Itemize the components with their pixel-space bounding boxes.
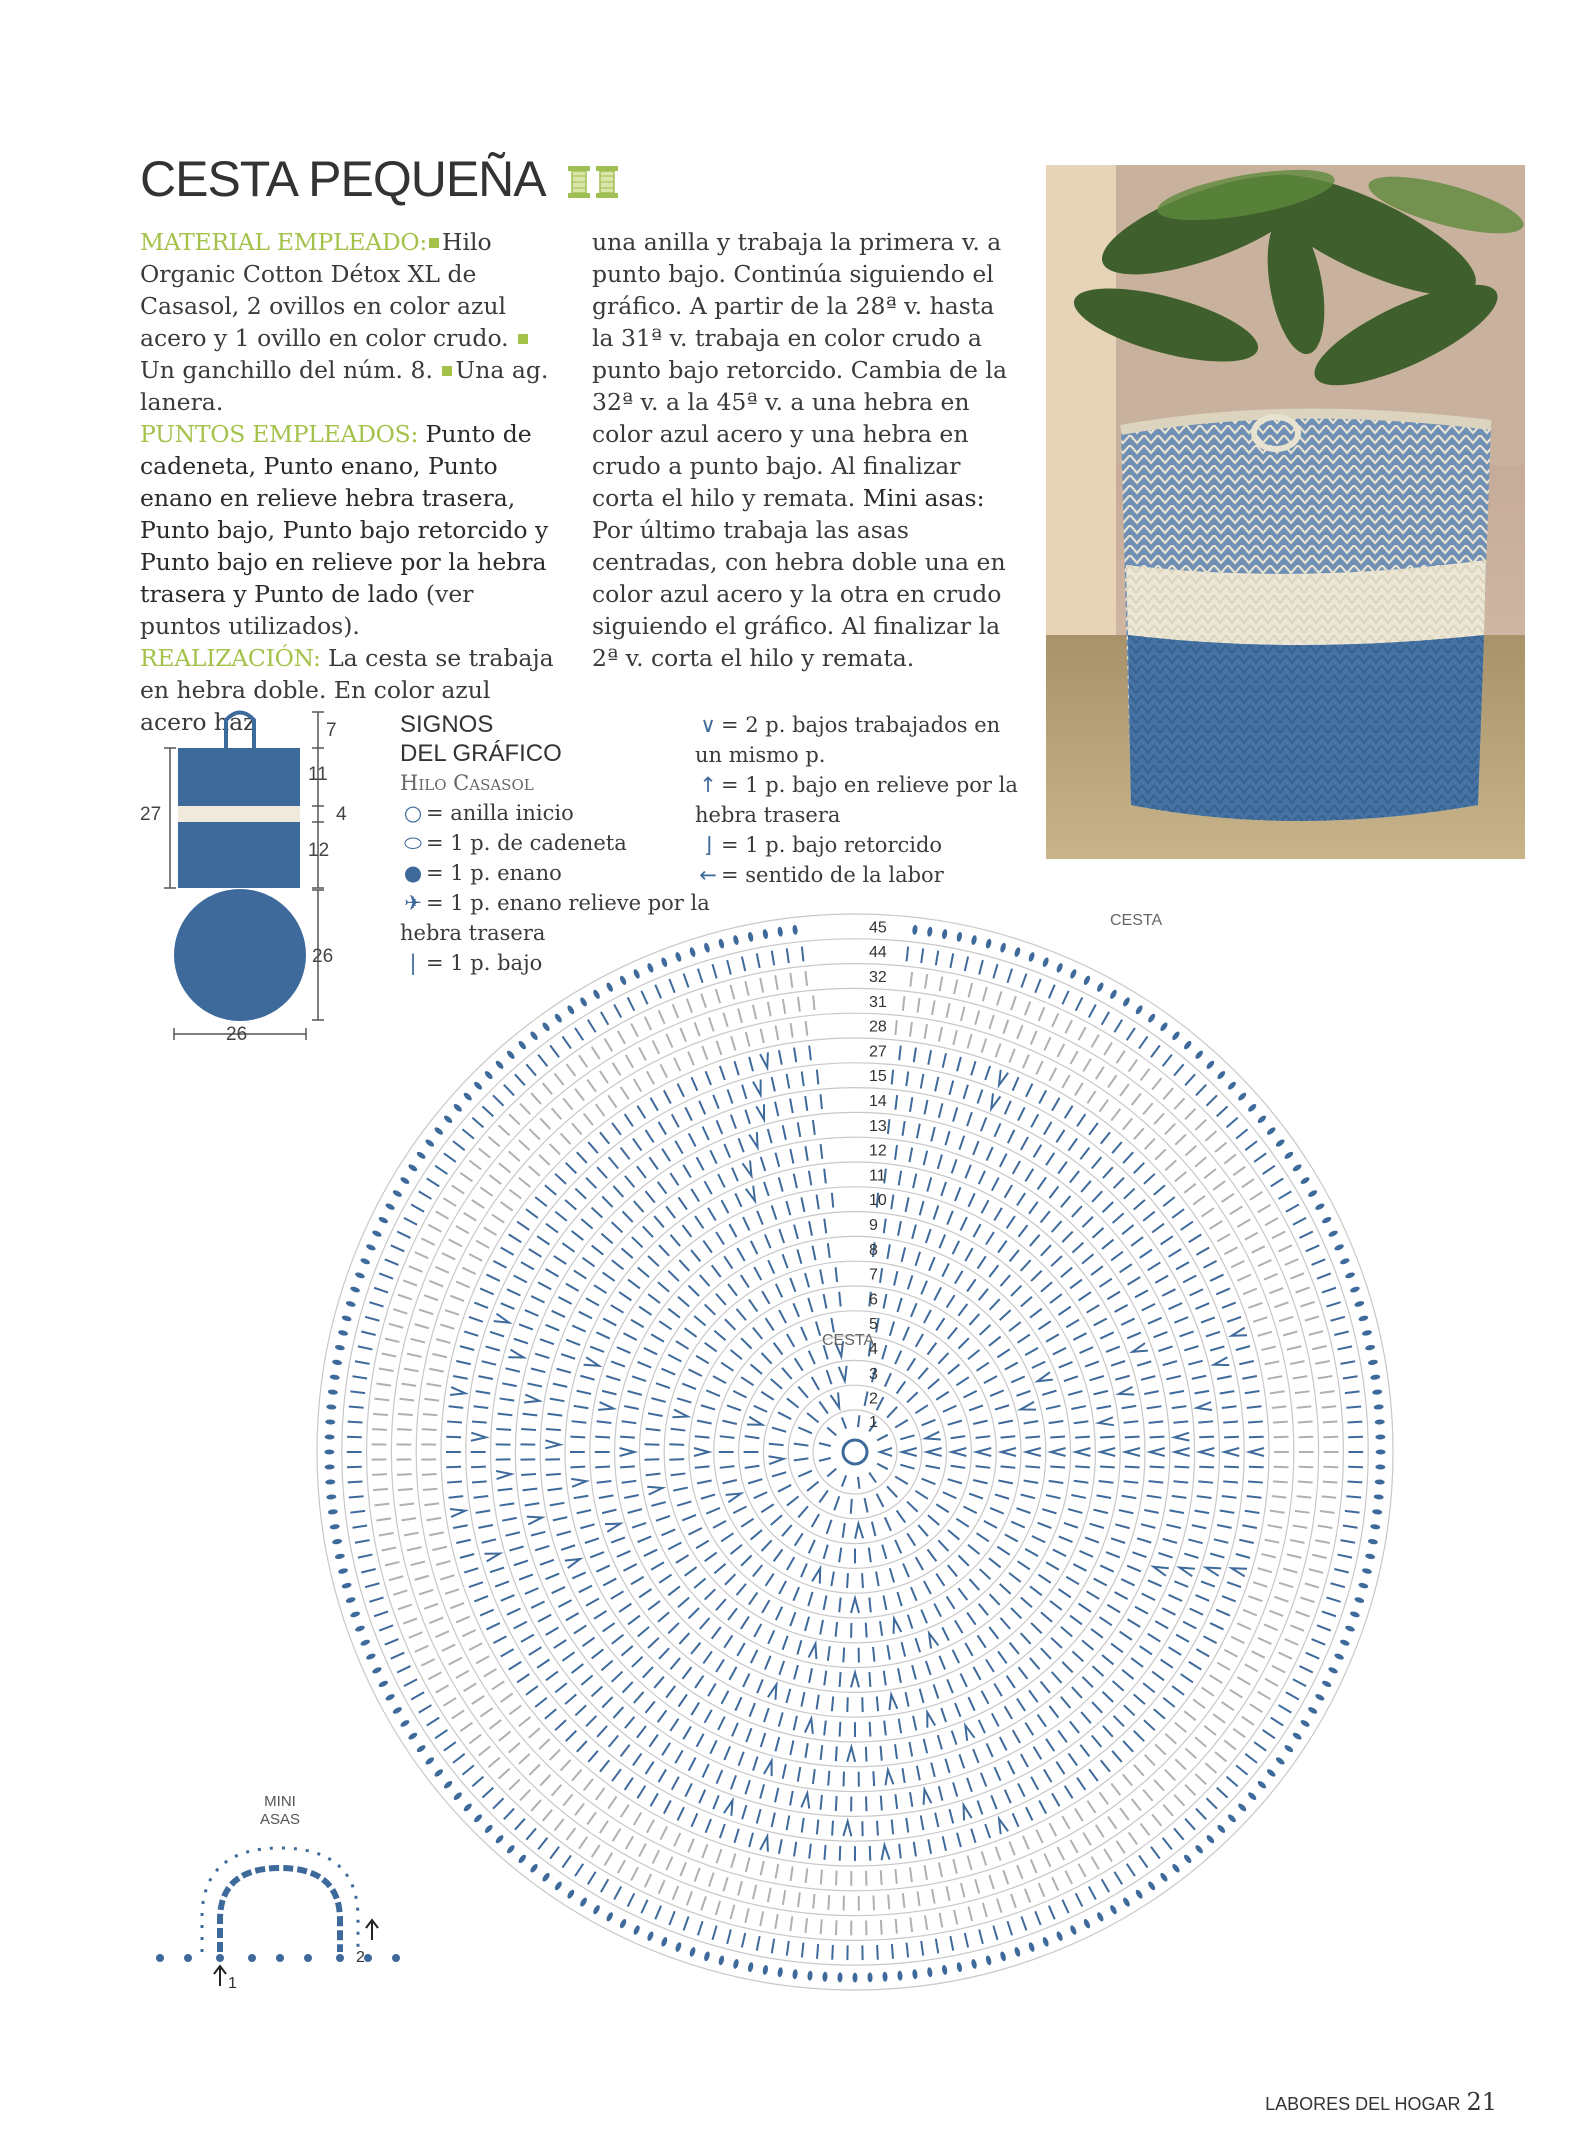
round-label: 1	[869, 1414, 878, 1431]
round-label: 7	[869, 1266, 878, 1284]
mini-mark-2: 2	[356, 1949, 365, 1966]
magazine-name: LABORES DEL HOGAR	[1265, 2094, 1461, 2114]
dim-12: 12	[308, 840, 330, 861]
legend-item: ∨ = 2 p. bajos trabajados en un mismo p.	[695, 710, 1025, 770]
material-text-2: Un ganchillo del núm. 8.	[140, 356, 433, 384]
increase-icon: ∨	[700, 713, 716, 737]
page-footer	[1265, 2088, 1497, 2116]
legend-heading-1: SIGNOS	[400, 711, 494, 738]
mini-asas-label-1: MINI	[264, 1793, 296, 1810]
stitch-symbols	[324, 925, 1385, 1983]
mini-asas-label-2: ASAS	[259, 1811, 301, 1828]
legend-yarn: Hilo Casasol	[400, 771, 534, 795]
legend-item: ● = 1 p. enano	[400, 858, 710, 888]
dim-4: 4	[336, 804, 347, 825]
material-label: MATERIAL EMPLEADO:	[140, 228, 427, 256]
puntos-label: PUNTOS EMPLEADOS:	[140, 420, 419, 448]
round-label: 27	[869, 1043, 887, 1061]
dim-27: 27	[140, 804, 162, 825]
round-label: 3	[869, 1365, 878, 1383]
arrow-up-icon	[214, 1966, 226, 1986]
round-label: 32	[869, 969, 887, 986]
realizacion-text: La cesta se trabaja en hebra doble. En color azul acero haz	[140, 644, 554, 736]
ring-start-icon	[843, 1440, 867, 1464]
legend-item: ✈ = 1 p. enano relieve por la hebra trasera	[400, 888, 710, 948]
round-label: 15	[869, 1068, 887, 1086]
round-label: 9	[869, 1217, 878, 1234]
material-text-1: Hilo Organic Cotton Détox XL de Casasol, 2 ovillos en color azul acero y 1 ovillo en color crudo.	[140, 228, 509, 352]
legend-item: | = 1 p. bajo	[400, 948, 710, 978]
round-label: 45	[869, 919, 887, 937]
round-label: 31	[869, 993, 887, 1011]
puntos-ref: (ver puntos utilizados).	[140, 580, 474, 640]
title-text: CESTA PEQUEÑA	[140, 151, 543, 207]
legend-item: ← = sentido de la labor	[695, 860, 1025, 890]
chain-icon: ⬭	[404, 831, 422, 855]
twisted-sc-icon: ⌋	[703, 833, 713, 857]
legend-item: ↑ = 1 p. bajo en relieve por la hebra trasera	[695, 770, 1025, 830]
realizacion-label: REALIZACIÓN:	[140, 644, 321, 672]
chart-label-center: CESTA	[822, 1332, 875, 1349]
round-label: 8	[869, 1241, 878, 1259]
puntos-text: Punto de cadeneta, Punto enano, Punto enano en relieve hebra trasera, Punto bajo, Punto bajo retorcido y Punto bajo en relieve por la hebra trasera y Punto de lado	[140, 420, 549, 608]
material-text-3: Una ag. lanera.	[140, 356, 549, 416]
round-label: 28	[869, 1018, 887, 1036]
round-label: 12	[869, 1142, 887, 1160]
mini-asas-text: Por último trabaja las asas centradas, con hebra doble una en color azul acero y la otra en crudo siguiendo el gráfico. Al finalizar la 2ª v. corta el hilo y remata.	[592, 516, 1006, 672]
handle-sc-row	[202, 1848, 358, 1952]
chart-label-cesta: CESTA	[1110, 912, 1163, 929]
round-label: 14	[869, 1093, 887, 1110]
slip-relief-icon: ✈	[404, 891, 422, 915]
round-label: 11	[869, 1167, 886, 1185]
mini-mark-1: 1	[228, 1975, 237, 1992]
slip-stitch-icon: ●	[403, 861, 423, 885]
round-label: 6	[869, 1291, 878, 1309]
relief-sc-icon: ↑	[699, 773, 717, 797]
round-label: 44	[869, 944, 887, 962]
legend-item: ⬭ = 1 p. de cadeneta	[400, 828, 710, 858]
dim-26-width: 26	[226, 1024, 248, 1045]
ring-icon: ○	[403, 801, 423, 825]
legend-heading-2: DEL GRÁFICO	[400, 740, 562, 767]
column-2-text: una anilla y trabaja la primera v. a punto bajo. Continúa siguiendo el gráfico. A partir de la 28ª v. hasta la 31ª v. trabaja en color crudo a punto bajo retorcido. Cambia de la 32ª v. a la 45ª v. a una hebra en color azul acero y una hebra en crudo a punto bajo. Al finalizar corta el hilo y remata.	[592, 228, 1007, 512]
round-label: 2	[869, 1390, 878, 1408]
arrow-up-icon	[366, 1920, 378, 1940]
legend-item: ○ = anilla inicio	[400, 798, 710, 828]
mini-asas-label: Mini asas:	[862, 484, 985, 512]
dim-11: 11	[308, 764, 328, 785]
round-label: 5	[869, 1316, 878, 1334]
arrow-left-icon: ←	[699, 863, 717, 887]
legend-item: ⌋ = 1 p. bajo retorcido	[695, 830, 1025, 860]
round-label: 13	[869, 1117, 887, 1135]
mini-asas-chart	[140, 1790, 440, 2000]
dim-26-height: 26	[312, 946, 334, 967]
dim-7: 7	[326, 720, 337, 741]
round-label: 10	[869, 1192, 887, 1210]
page-number: 21	[1466, 2088, 1497, 2116]
handle-chain-row	[220, 1868, 340, 1952]
round-label: 4	[869, 1341, 878, 1358]
single-crochet-icon: |	[409, 951, 417, 975]
